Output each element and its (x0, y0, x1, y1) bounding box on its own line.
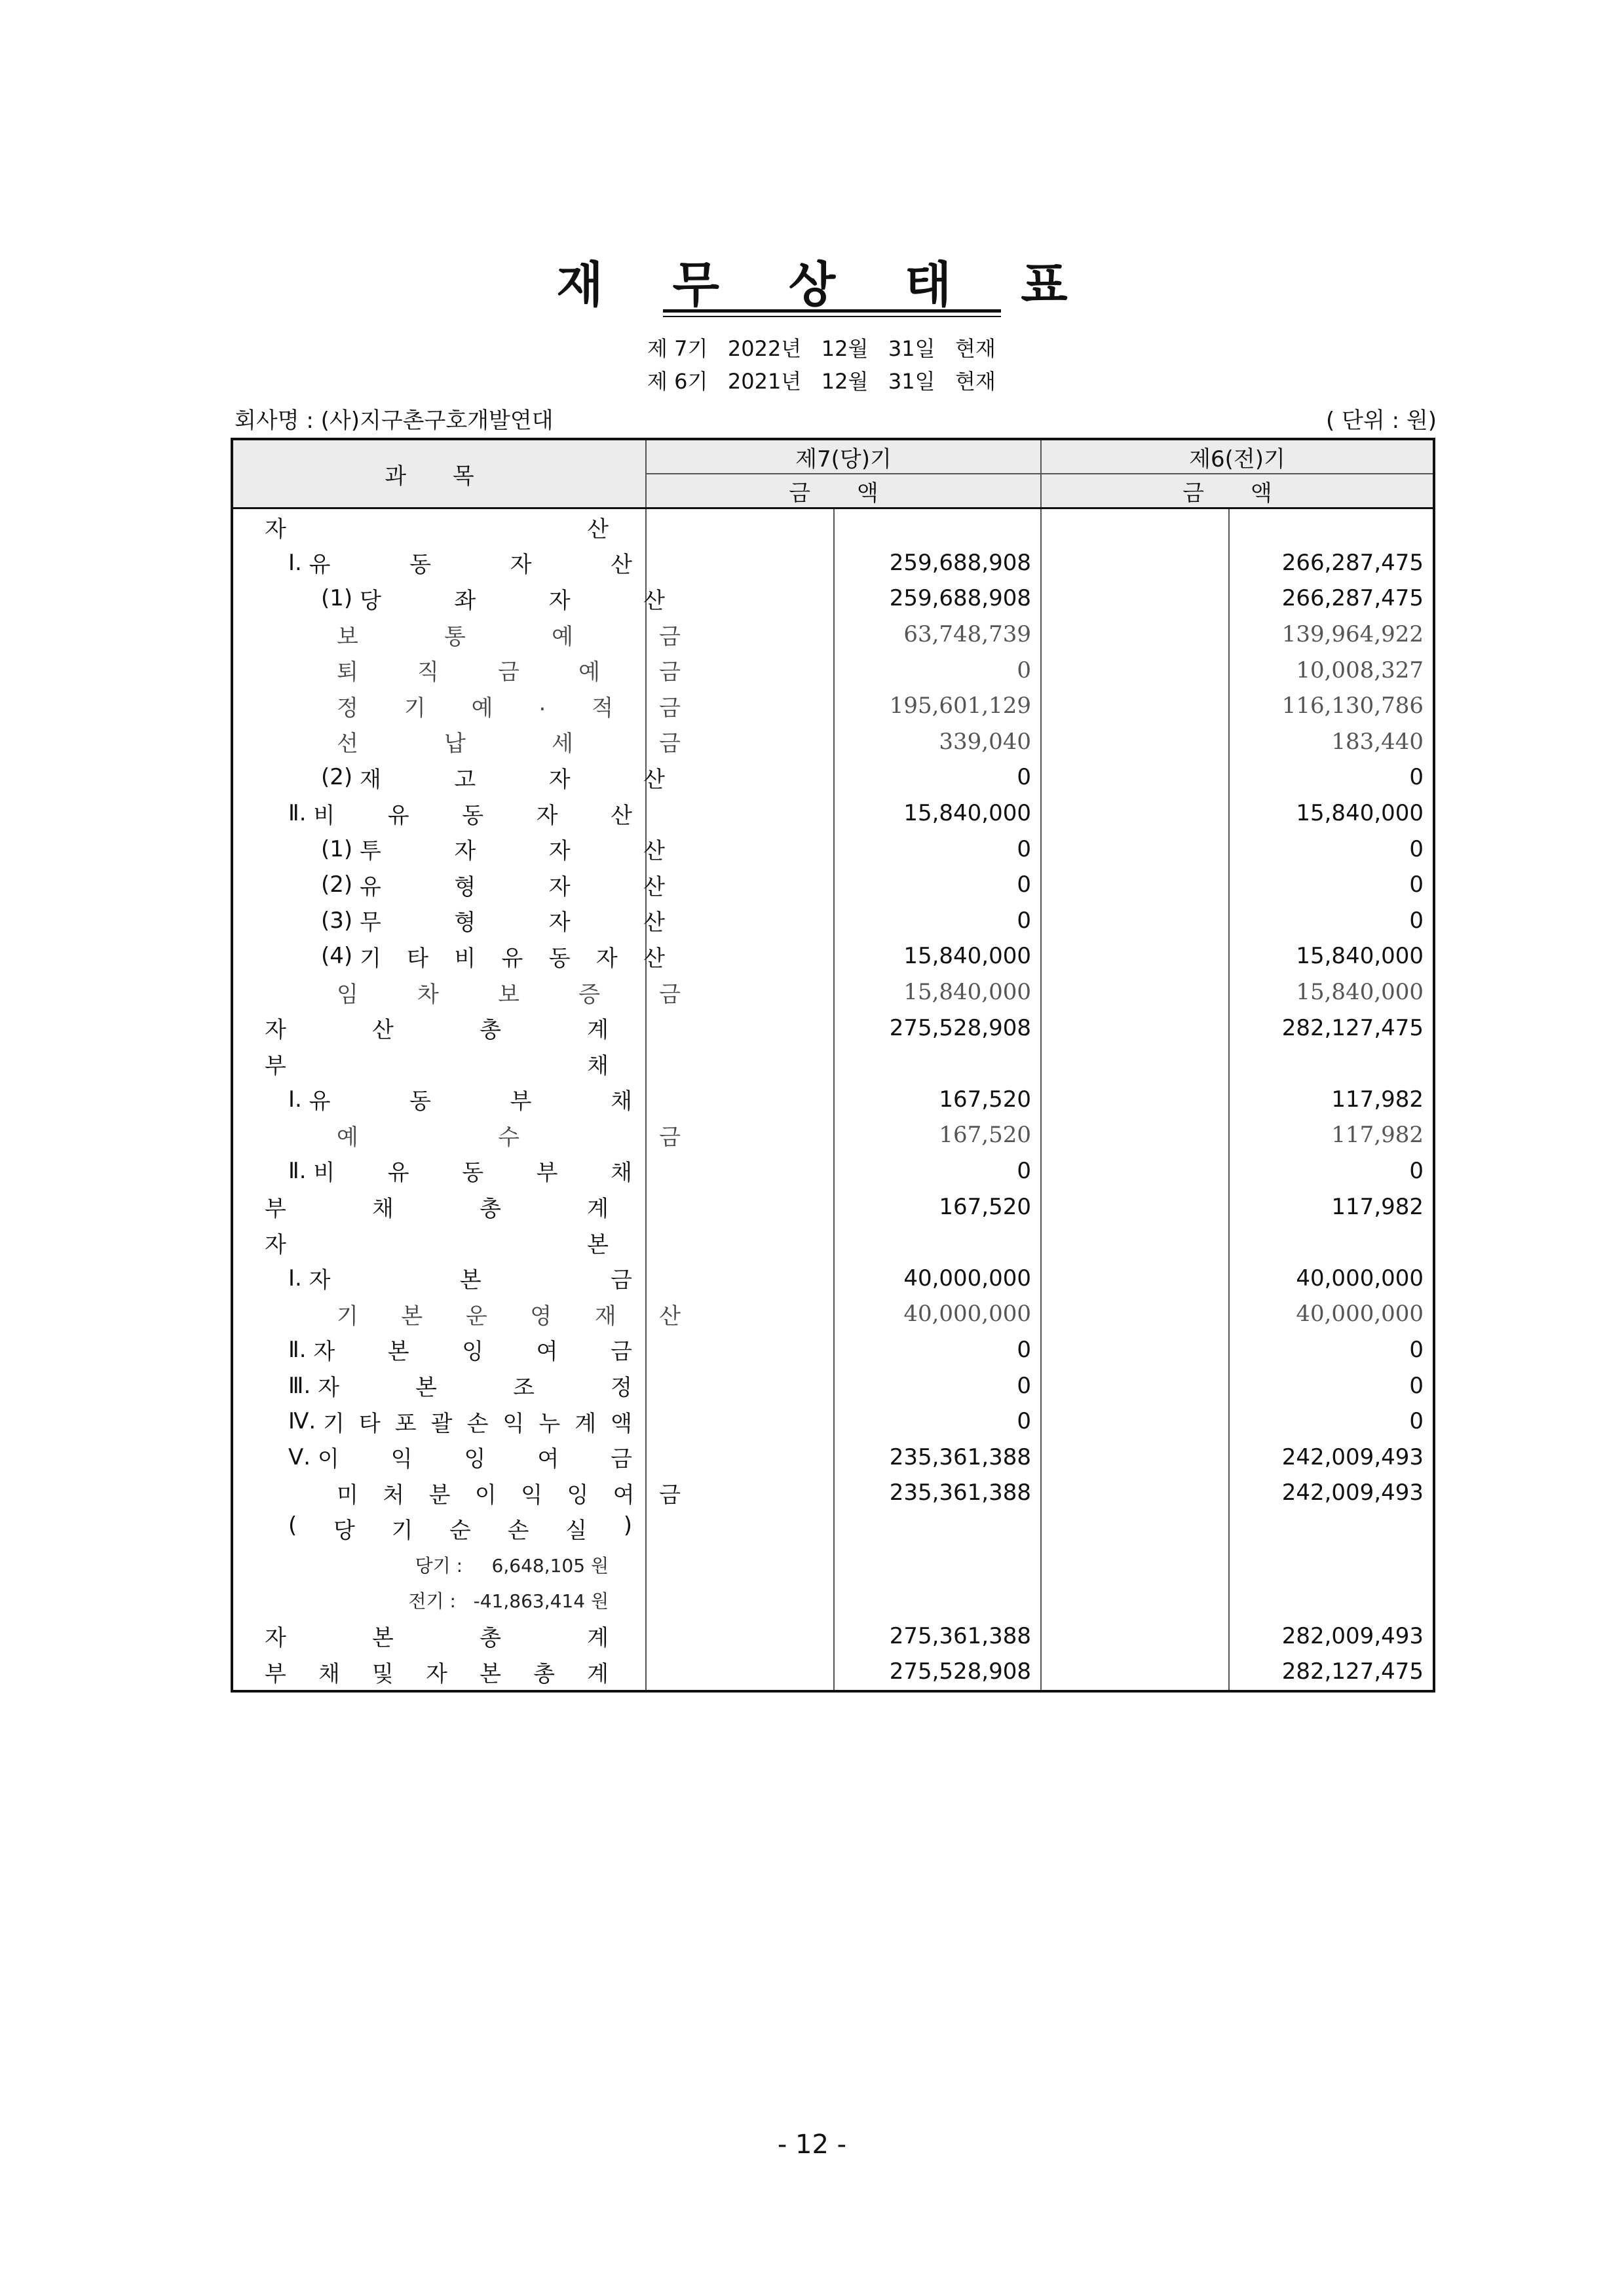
row-prefix: Ⅲ. (288, 1372, 318, 1399)
row-label: 퇴 직 금 예 금 (337, 659, 681, 686)
row-label: 유 동 부 채 (309, 1088, 632, 1115)
current-amount: 275,528,908 (834, 1654, 1041, 1691)
row-subject (232, 508, 646, 545)
prior-amount: 40,000,000 (1296, 1265, 1424, 1292)
current-subcolumn (646, 1189, 834, 1225)
table-row (232, 545, 1434, 581)
current-amount: 0 (834, 903, 1041, 939)
current-subcolumn (646, 938, 834, 974)
current-amount: 275,361,388 (834, 1618, 1041, 1654)
row-subject (232, 1368, 646, 1404)
title-underline (663, 309, 1001, 313)
row-subject (232, 795, 646, 832)
row-label: 임 차 보 증 금 (337, 981, 681, 1008)
table-row (232, 1296, 1434, 1332)
prior-amount: 139,964,922 (1281, 621, 1424, 648)
row-label: 이 익 잉 여 금 (317, 1446, 632, 1473)
prior-amount: 0 (1409, 1372, 1424, 1399)
prior-subcolumn (1041, 903, 1229, 939)
period-prior: 제 6기 2021년 12월 31일 현재 (647, 369, 996, 394)
prior-amount: 0 (1409, 871, 1424, 898)
row-prefix: (2) (321, 764, 360, 791)
current-subcolumn (646, 1046, 834, 1082)
row-subject (232, 938, 665, 974)
row-label: 자 산 총 계 (265, 1017, 609, 1044)
current-amount (834, 1225, 1041, 1261)
current-subcolumn (646, 1654, 834, 1691)
row-subject (232, 1189, 646, 1225)
table-row (232, 1511, 1434, 1547)
current-amount: 15,840,000 (834, 795, 1041, 832)
table-row (232, 1654, 1434, 1691)
prior-subcolumn (1041, 1046, 1229, 1082)
row-label: 자 산 (265, 516, 609, 543)
prior-subcolumn (1041, 1404, 1229, 1440)
table-row (232, 1475, 1434, 1511)
prior-subcolumn (1041, 1010, 1229, 1046)
prior-subcolumn (1041, 1439, 1229, 1475)
table-row (232, 1582, 1434, 1618)
current-subcolumn (646, 1404, 834, 1440)
current-subcolumn (646, 1332, 834, 1368)
row-subject (232, 1260, 646, 1296)
row-label: 기 본 운 영 재 산 (337, 1303, 681, 1330)
row-subject (232, 1117, 681, 1153)
table-row (232, 759, 1434, 795)
prior-subcolumn (1041, 652, 1229, 688)
row-subject (232, 1618, 646, 1654)
prior-amount: 116,130,786 (1281, 693, 1424, 719)
row-label: 부 채 및 자 본 총 계 (265, 1660, 609, 1687)
prior-subcolumn (1041, 831, 1229, 867)
current-subcolumn (646, 1260, 834, 1296)
row-subject (232, 1332, 646, 1368)
row-prefix: Ⅰ. (288, 1086, 309, 1113)
current-subcolumn (646, 545, 834, 581)
current-subcolumn (646, 903, 834, 939)
table-row (232, 1082, 1434, 1118)
header-current-period: 제7(당)기 (646, 439, 1041, 474)
row-prefix: Ⅰ. (288, 549, 309, 576)
row-subject (232, 1439, 646, 1475)
row-label: 자 본 조 정 (318, 1375, 632, 1402)
row-label: 유 형 자 산 (359, 873, 665, 900)
row-label: 자 본 총 계 (265, 1625, 609, 1652)
prior-amount: 0 (1409, 764, 1424, 791)
prior-subcolumn (1041, 1153, 1229, 1189)
current-amount: 15,840,000 (834, 938, 1041, 974)
row-prefix: (1) (321, 585, 360, 612)
current-amount: 259,688,908 (834, 545, 1041, 581)
row-prefix: (3) (321, 907, 360, 934)
table-row (232, 867, 1434, 903)
current-amount: 63,748,739 (834, 617, 1041, 653)
prior-subcolumn (1041, 1475, 1229, 1511)
prior-amount: 282,127,475 (1281, 1658, 1424, 1685)
row-label: 보 통 예 금 (337, 623, 681, 650)
table-row (232, 831, 1434, 867)
table-row (232, 652, 1434, 688)
row-subject (232, 1511, 646, 1547)
current-amount: 0 (834, 759, 1041, 795)
header-prior-amount: 금 액 (1041, 474, 1434, 508)
row-subject (232, 867, 665, 903)
row-label: 자 본 금 (309, 1267, 632, 1294)
current-amount (834, 1046, 1041, 1082)
current-subcolumn (646, 1368, 834, 1404)
table-row (232, 1010, 1434, 1046)
current-subcolumn (646, 867, 834, 903)
prior-subcolumn (1041, 938, 1229, 974)
prior-subcolumn (1041, 1511, 1229, 1547)
prior-subcolumn (1041, 1582, 1229, 1618)
row-label: 비 유 동 부 채 (313, 1160, 632, 1187)
row-subject (232, 1475, 681, 1511)
unit-label: ( 단위 : 원) (1326, 408, 1437, 434)
prior-amount: 117,982 (1331, 1122, 1424, 1149)
prior-subcolumn (1041, 1618, 1229, 1654)
table-row (232, 1117, 1434, 1153)
row-subject (232, 1082, 646, 1118)
prior-amount: 183,440 (1331, 728, 1424, 755)
current-amount: 0 (834, 1153, 1041, 1189)
current-amount: 259,688,908 (834, 581, 1041, 617)
row-label: 당 좌 자 산 (359, 587, 665, 614)
prior-subcolumn (1041, 1654, 1229, 1691)
prior-amount: 15,840,000 (1296, 979, 1424, 1006)
row-subject (232, 1582, 646, 1618)
prior-subcolumn (1041, 1296, 1229, 1332)
row-label: 자 본 (265, 1231, 609, 1258)
prior-subcolumn (1041, 1189, 1229, 1225)
row-subject (232, 1404, 646, 1440)
row-prefix: Ⅱ. (288, 800, 314, 827)
prior-subcolumn (1041, 1117, 1229, 1153)
row-label: 정 기 예 . 적 금 (337, 689, 681, 721)
current-amount: 0 (834, 652, 1041, 688)
row-prefix: (2) (321, 871, 360, 898)
page-number: - 12 - (777, 2130, 847, 2160)
current-subcolumn (646, 581, 834, 617)
current-amount: 0 (834, 1332, 1041, 1368)
prior-subcolumn (1041, 974, 1229, 1010)
current-amount: 0 (834, 1404, 1041, 1440)
row-subject (232, 581, 665, 617)
row-prefix: Ⅱ. (288, 1336, 314, 1363)
row-subject (232, 1153, 646, 1189)
header-current-amount: 금 액 (646, 474, 1041, 508)
table-row (232, 795, 1434, 832)
table-row (232, 1260, 1434, 1296)
current-amount: 195,601,129 (834, 688, 1041, 724)
current-amount: 339,040 (834, 724, 1041, 760)
row-label: ( 당 기 순 손 실 ) (288, 1512, 632, 1544)
header-subject: 과 목 (232, 439, 646, 508)
prior-subcolumn (1041, 1332, 1229, 1368)
row-prefix: Ⅰ. (288, 1265, 309, 1292)
row-label: 선 납 세 금 (337, 731, 681, 757)
current-amount: 40,000,000 (834, 1296, 1041, 1332)
current-amount: 0 (834, 867, 1041, 903)
row-label: 부 채 총 계 (265, 1196, 609, 1223)
current-subcolumn (646, 508, 834, 545)
table-row (232, 1189, 1434, 1225)
table-row (232, 1368, 1434, 1404)
prior-amount: 266,287,475 (1281, 585, 1424, 612)
table-row (232, 1618, 1434, 1654)
document-title: 재 무 상 태 표 (556, 257, 1094, 313)
row-label: 부 채 (265, 1052, 609, 1079)
row-label: 유 동 자 산 (309, 552, 632, 579)
prior-subcolumn (1041, 867, 1229, 903)
current-amount: 40,000,000 (834, 1260, 1041, 1296)
prior-amount (1229, 1582, 1434, 1618)
row-prefix: (1) (321, 835, 360, 862)
row-subject (232, 617, 681, 653)
row-subject (232, 1010, 646, 1046)
prior-amount: 266,287,475 (1281, 549, 1424, 576)
row-label: 미 처 분 이 익 잉 여 금 (337, 1482, 681, 1508)
table-row (232, 508, 1434, 545)
current-amount: 275,528,908 (834, 1010, 1041, 1046)
row-label: 자 본 잉 여 금 (313, 1339, 632, 1366)
prior-subcolumn (1041, 724, 1229, 760)
row-subject (232, 831, 665, 867)
current-subcolumn (646, 1153, 834, 1189)
row-label: 무 형 자 산 (359, 909, 665, 936)
row-subject (232, 1225, 646, 1261)
row-subject (232, 688, 681, 724)
current-amount (834, 1511, 1041, 1547)
table-row (232, 581, 1434, 617)
row-subject (232, 1046, 646, 1082)
prior-subcolumn (1041, 688, 1229, 724)
current-amount (834, 508, 1041, 545)
prior-amount (1229, 508, 1434, 545)
current-amount: 167,520 (834, 1082, 1041, 1118)
current-subcolumn (646, 1546, 834, 1582)
row-label: 비 유 동 자 산 (313, 802, 632, 829)
current-amount: 0 (834, 1368, 1041, 1404)
table-row (232, 1046, 1434, 1082)
row-label: 예 수 금 (337, 1124, 681, 1151)
prior-amount: 242,009,493 (1281, 1480, 1424, 1506)
row-prefix: Ⅴ. (288, 1444, 318, 1470)
prior-amount: 40,000,000 (1296, 1301, 1424, 1328)
current-amount (834, 1582, 1041, 1618)
row-label: 투 자 자 산 (359, 838, 665, 865)
row-subject (232, 1546, 646, 1582)
net-loss-note: 당기 : 6,648,105 원 (415, 1554, 609, 1577)
table-row (232, 688, 1434, 724)
table-row (232, 1332, 1434, 1368)
prior-subcolumn (1041, 508, 1229, 545)
current-subcolumn (646, 1582, 834, 1618)
prior-subcolumn (1041, 1225, 1229, 1261)
prior-amount: 0 (1409, 1408, 1424, 1435)
period-current: 제 7기 2022년 12월 31일 현재 (647, 336, 996, 361)
row-subject (232, 1296, 681, 1332)
prior-amount (1229, 1225, 1434, 1261)
prior-amount: 0 (1409, 907, 1424, 934)
current-amount: 0 (834, 831, 1041, 867)
prior-subcolumn (1041, 1546, 1229, 1582)
row-subject (232, 545, 646, 581)
row-subject (232, 724, 681, 760)
row-subject (232, 759, 665, 795)
prior-amount (1229, 1046, 1434, 1082)
prior-amount (1229, 1546, 1434, 1582)
prior-amount: 0 (1409, 835, 1424, 862)
current-amount (834, 1546, 1041, 1582)
current-amount: 167,520 (834, 1189, 1041, 1225)
current-subcolumn (646, 1439, 834, 1475)
row-subject (232, 903, 665, 939)
current-subcolumn (646, 795, 834, 832)
row-prefix: (4) (321, 943, 360, 970)
current-subcolumn (646, 1618, 834, 1654)
prior-amount: 15,840,000 (1296, 800, 1424, 827)
prior-amount: 15,840,000 (1296, 943, 1424, 970)
current-subcolumn (646, 831, 834, 867)
table-row (232, 1225, 1434, 1261)
prior-subcolumn (1041, 581, 1229, 617)
prior-amount: 282,009,493 (1281, 1622, 1424, 1649)
prior-subcolumn (1041, 617, 1229, 653)
table-row (232, 974, 1434, 1010)
current-amount: 235,361,388 (834, 1439, 1041, 1475)
current-subcolumn (646, 1082, 834, 1118)
current-amount: 15,840,000 (834, 974, 1041, 1010)
table-row (232, 1546, 1434, 1582)
row-label: 재 고 자 산 (359, 766, 665, 793)
prior-subcolumn (1041, 759, 1229, 795)
table-row (232, 1404, 1434, 1440)
table-row (232, 617, 1434, 653)
prior-amount: 117,982 (1331, 1086, 1424, 1113)
balance-sheet-table (231, 438, 1435, 1693)
table-row (232, 1439, 1434, 1475)
prior-amount (1229, 1511, 1434, 1547)
row-subject (232, 974, 681, 1010)
prior-subcolumn (1041, 1368, 1229, 1404)
prior-amount: 0 (1409, 1157, 1424, 1184)
prior-amount: 0 (1409, 1336, 1424, 1363)
prior-amount: 117,982 (1331, 1193, 1424, 1220)
table-row (232, 903, 1434, 939)
prior-subcolumn (1041, 1260, 1229, 1296)
row-prefix: Ⅳ. (288, 1408, 323, 1435)
row-label: 기 타 포 괄 손 익 누 계 액 (323, 1410, 632, 1437)
prior-amount: 10,008,327 (1296, 657, 1424, 683)
net-loss-note: 전기 : -41,863,414 원 (408, 1590, 609, 1613)
row-subject (232, 652, 681, 688)
prior-subcolumn (1041, 795, 1229, 832)
prior-subcolumn (1041, 545, 1229, 581)
current-amount: 167,520 (834, 1117, 1041, 1153)
current-subcolumn (646, 759, 834, 795)
table-body (232, 508, 1434, 1691)
current-subcolumn (646, 1225, 834, 1261)
table-row (232, 1153, 1434, 1189)
row-label: 기 타 비 유 동 자 산 (359, 945, 665, 972)
header-prior-period: 제6(전)기 (1041, 439, 1434, 474)
current-subcolumn (646, 1010, 834, 1046)
prior-subcolumn (1041, 1082, 1229, 1118)
table-row (232, 724, 1434, 760)
current-amount: 235,361,388 (834, 1475, 1041, 1511)
prior-amount: 242,009,493 (1281, 1444, 1424, 1470)
title-underline-thin (663, 316, 1001, 317)
current-subcolumn (646, 1511, 834, 1547)
row-prefix: Ⅱ. (288, 1157, 314, 1184)
prior-amount: 282,127,475 (1281, 1014, 1424, 1041)
row-subject (232, 1654, 646, 1691)
table-row (232, 938, 1434, 974)
company-name: 회사명 : (사)지구촌구호개발연대 (235, 408, 554, 434)
